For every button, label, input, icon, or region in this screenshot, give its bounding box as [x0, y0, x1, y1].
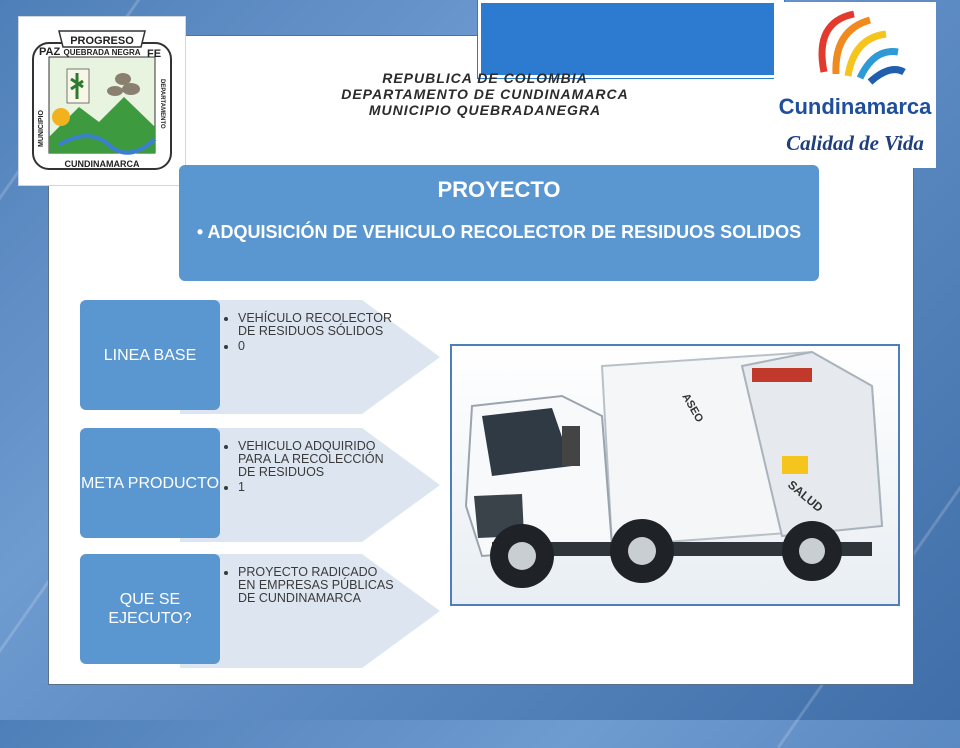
row-label: LINEA BASE	[103, 346, 197, 364]
cundinamarca-logo	[774, 2, 936, 168]
row-bullets	[226, 566, 398, 607]
row-bullets	[226, 440, 398, 496]
cundinamarca-logo-graphic	[774, 2, 936, 168]
header-line-1: REPUBLICA DE COLOMBIA	[382, 70, 588, 86]
seal-left-word: PAZ	[39, 46, 61, 58]
header-title-block	[300, 70, 670, 118]
cundinamarca-logo-title: Cundinamarca	[778, 94, 932, 119]
row-label-box	[80, 300, 220, 410]
top-accent-block	[478, 0, 784, 78]
row-que-se-ejecuto	[80, 554, 440, 668]
project-item-text: ADQUISICIÓN DE VEHICULO RECOLECTOR DE RESIDUOS SOLIDOS	[207, 222, 802, 242]
project-box	[179, 165, 819, 281]
header-line-2: DEPARTAMENTO DE CUNDINAMARCA	[341, 86, 629, 102]
row-bullet: • 1	[238, 481, 398, 494]
row-label-box	[80, 554, 220, 664]
row-label-box	[80, 428, 220, 538]
seal-right-word: FE	[147, 48, 162, 60]
cundinamarca-logo-subtitle: Calidad de Vida	[786, 131, 924, 155]
row-label: QUE SE EJECUTO?	[108, 591, 192, 627]
header-line-3: MUNICIPIO QUEBRADANEGRA	[368, 102, 602, 118]
seal-bottom-word: CUNDINAMARCA	[64, 159, 140, 169]
truck-graphic	[452, 346, 898, 604]
seal-top-word: QUEBRADA NEGRA	[63, 48, 141, 57]
project-item: • ADQUISICIÓN DE VEHICULO RECOLECTOR DE RESIDUOS SOLIDOS	[196, 222, 802, 242]
row-bullet: • VEHICULO ADQUIRIDO PARA LA RECOLECCIÓN DE RESIDUOS	[238, 440, 398, 479]
seal-banner-text: PROGRESO	[70, 35, 134, 47]
seal-graphic	[19, 17, 185, 185]
row-bullets	[226, 312, 398, 355]
seal-side-left: MUNICIPIO	[38, 110, 45, 147]
seal-side-right: DEPARTAMENTO	[159, 79, 165, 129]
row-bullet: • PROYECTO RADICADO EN EMPRESAS PÚBLICAS DE CUNDINAMARCA	[238, 566, 398, 605]
row-bullet: • 0	[238, 340, 398, 353]
row-bullet: • VEHÍCULO RECOLECTOR DE RESIDUOS SÓLIDOS	[238, 312, 398, 338]
project-title: PROYECTO	[437, 177, 561, 202]
row-label: META PRODUCTO	[80, 474, 220, 492]
row-linea-base	[80, 300, 440, 414]
row-meta-producto	[80, 428, 440, 542]
garbage-truck-image	[450, 344, 900, 606]
truck-side-text-aseo: ASEO	[679, 391, 706, 425]
municipio-seal-logo	[18, 16, 186, 186]
truck-side-text-salud: SALUD	[785, 477, 826, 515]
